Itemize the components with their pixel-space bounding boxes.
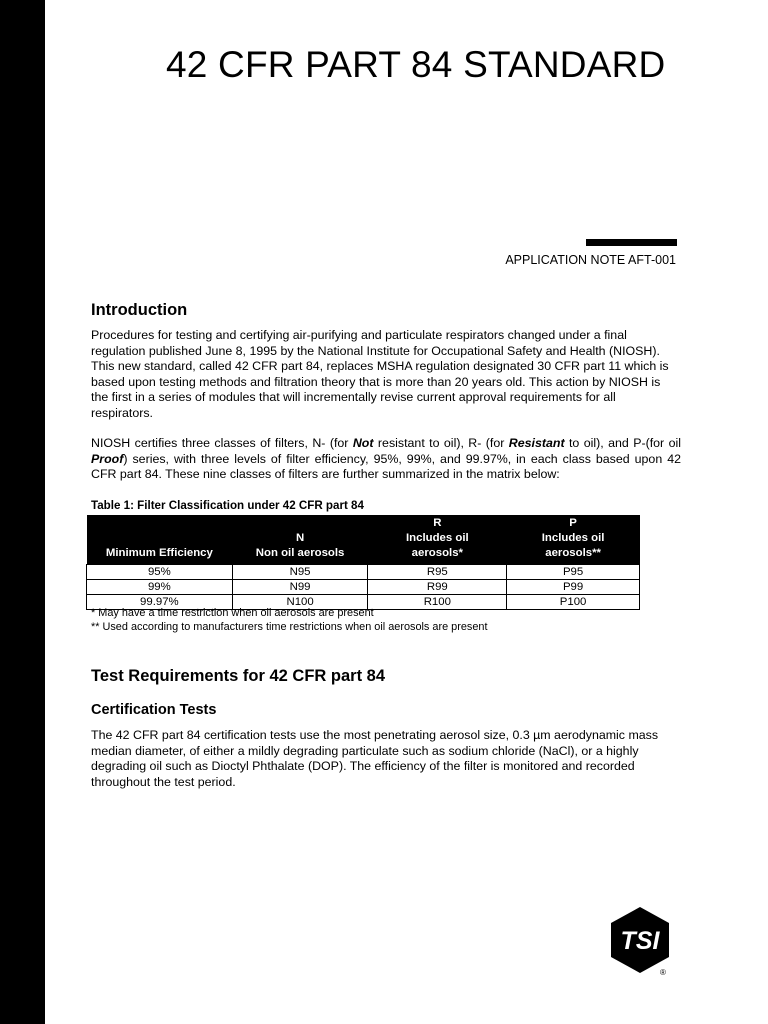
p2-emphasis-proof: Proof [91,451,124,466]
certification-tests-paragraph: The 42 CFR part 84 certification tests use the most penetrating aerosol size, 0.3 µm aerodynamic mass median diameter, of either a mildly degrading particulate such as sodium chloride (NaCl), or a highly degrading oil such as Dioctyl Phthalate (DOP). The efficiency of the filter is monitored and recorded throughout the test period. [91,728,659,789]
table-cell: P99 [507,580,640,595]
table-cell: P95 [507,565,640,580]
p2-text-c: to oil), and P-(for oil [564,436,681,450]
header-min-efficiency: Minimum Efficiency [87,515,233,565]
table-cell: 99.97% [87,595,233,610]
table-caption: Table 1: Filter Classification under 42 CFR part 84 [91,499,364,512]
introduction-paragraph-1: Procedures for testing and certifying air-purifying and particulate respirators changed under a final regulation published June 8, 1995 by the National Institute for Occupational Safety and Health (NIOSH). This new standard, called 42 CFR part 84, replaces MSHA regulation designated 30 CFR part 11 which is based upon testing methods and filtration theory that is more than 20 years old. This action by NIOSH is the first in a series of modules that will incrementally revise current approval requirements for all respirators. [91,328,669,420]
left-black-bar [0,0,45,1024]
introduction-heading: Introduction [91,301,188,319]
table-cell: 99% [87,580,233,595]
registered-mark: ® [660,968,666,976]
table-cell: N99 [232,580,368,595]
p2-emphasis-resistant: Resistant [508,436,565,450]
introduction-paragraph-2 [91,436,681,483]
p2-text-d: ) series, with three levels of filter efficiency, 95%, 99%, and 99.97%, in each class based upon 42 CFR part 84. These nine classes of filters are further summarized in the matrix below: [91,451,681,482]
header-p: P Includes oil aerosols** [507,515,640,565]
table-cell: N95 [232,565,368,580]
filter-classification-table [86,515,640,610]
tsi-logo-text: TSI [620,927,660,955]
table-cell: P100 [507,595,640,610]
p2-text-a: NIOSH certifies three classes of filters, N- (for [91,436,353,450]
header-rule [586,239,677,246]
header-r: R Includes oil aerosols* [368,515,507,565]
application-note-label: APPLICATION NOTE AFT-001 [505,253,676,267]
table-row [87,565,640,580]
table-cell: R100 [368,595,507,610]
certification-tests-heading: Certification Tests [91,702,217,718]
table-cell: R95 [368,565,507,580]
table-footnote-2: ** Used according to manufacturers time restrictions when oil aerosols are present [91,621,488,633]
tsi-logo [604,904,676,976]
p2-text-b: resistant to oil), R- (for [373,436,509,450]
test-requirements-heading: Test Requirements for 42 CFR part 84 [91,667,386,685]
table-row [87,580,640,595]
table-cell: N100 [232,595,368,610]
table-footnote-1: * May have a time restriction when oil aerosols are present [91,607,374,619]
table-header-row [87,515,640,565]
p2-emphasis-not: Not [352,436,374,450]
table-cell: 95% [87,565,233,580]
document-title: 42 CFR PART 84 STANDARD [166,44,666,85]
table-cell: R99 [368,580,507,595]
header-n: N Non oil aerosols [232,515,368,565]
